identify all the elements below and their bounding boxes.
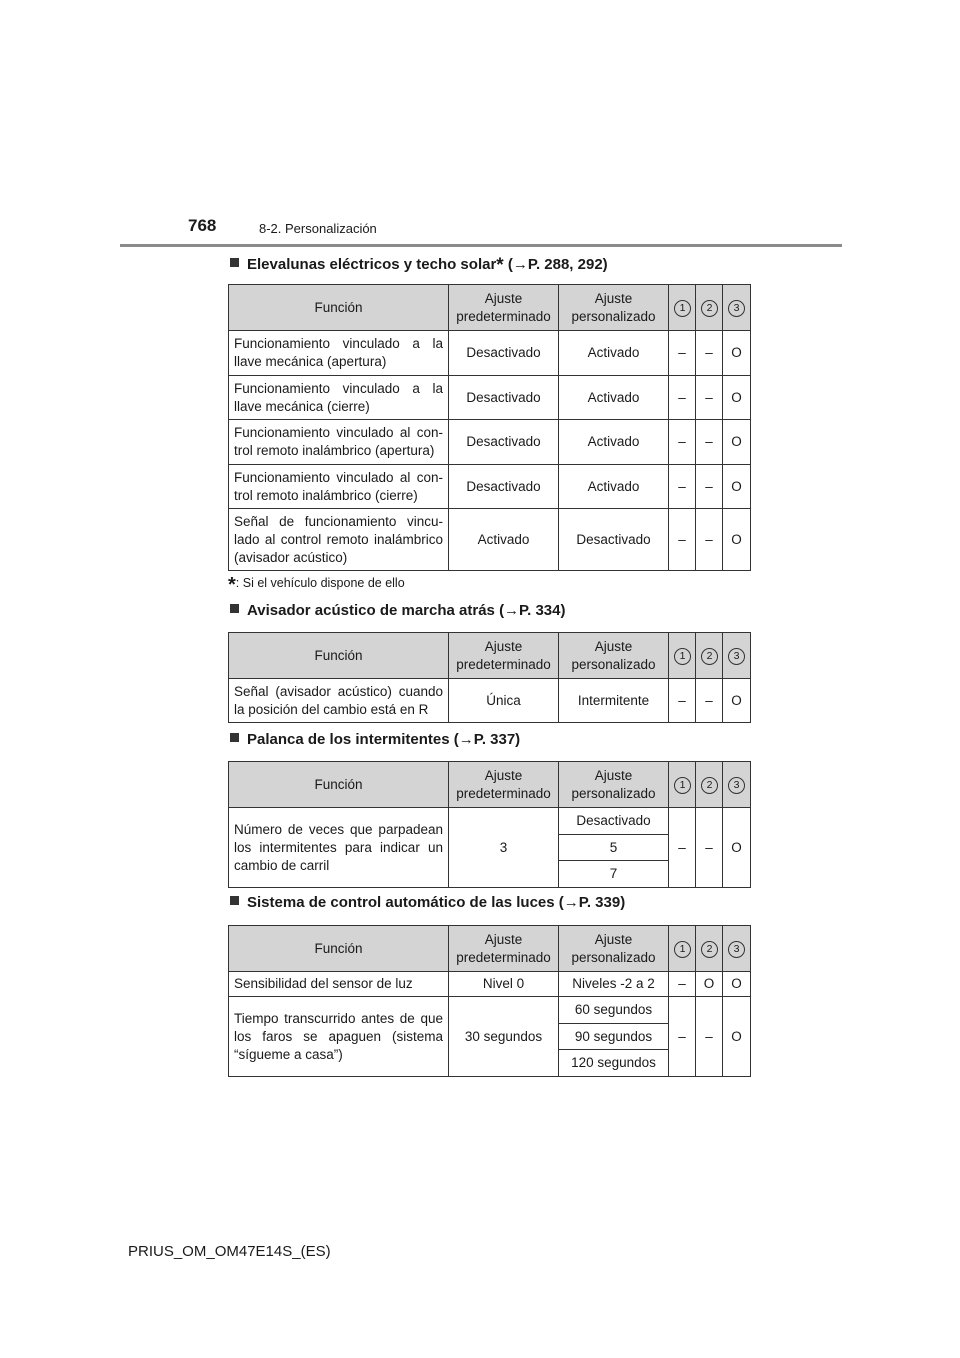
cell-default: 3 xyxy=(449,808,559,888)
cell-c1: – xyxy=(669,808,696,888)
col-3 xyxy=(723,926,751,972)
cell-c3: O xyxy=(723,972,751,997)
cell-default: Nivel 0 xyxy=(449,972,559,997)
cell-default: 30 segundos xyxy=(449,997,559,1077)
square-bullet-icon xyxy=(230,258,239,267)
col-custom: Ajuste personalizado xyxy=(559,762,669,808)
document-code-footer: PRIUS_OM_OM47E14S_(ES) xyxy=(128,1243,331,1260)
table-row xyxy=(229,420,751,465)
circled-1-icon: 1 xyxy=(674,648,691,665)
cell-custom: 7 xyxy=(559,861,669,888)
cell-c2: – xyxy=(696,376,723,420)
table-header-row xyxy=(229,762,751,808)
circled-1-icon: 1 xyxy=(674,941,691,958)
col-custom: Ajuste personalizado xyxy=(559,926,669,972)
cell-c1: – xyxy=(669,420,696,465)
cell-c1: – xyxy=(669,376,696,420)
cell-c3: O xyxy=(723,465,751,509)
table-row xyxy=(229,465,751,509)
circled-3-icon: 3 xyxy=(728,941,745,958)
cell-custom: Desactivado xyxy=(559,808,669,835)
circled-2-icon: 2 xyxy=(701,300,718,317)
cell-function: Funcionamiento vinculado al con-trol remoto inalámbrico (cierre) xyxy=(229,465,449,509)
circled-1-icon: 1 xyxy=(674,777,691,794)
cell-c1: – xyxy=(669,972,696,997)
reverse-buzzer-table xyxy=(228,632,751,723)
asterisk-icon: * xyxy=(496,255,504,276)
cell-custom: Niveles -2 a 2 xyxy=(559,972,669,997)
table-row xyxy=(229,376,751,420)
asterisk-icon: * xyxy=(228,574,236,596)
table-row xyxy=(229,997,751,1024)
cell-default: Desactivado xyxy=(449,331,559,376)
cell-c2: O xyxy=(696,972,723,997)
table-row xyxy=(229,972,751,997)
cell-default: Desactivado xyxy=(449,376,559,420)
cell-c2: – xyxy=(696,509,723,571)
cell-default: Desactivado xyxy=(449,465,559,509)
col-default: Ajuste predeterminado xyxy=(449,285,559,331)
page-reference: (→P. 334) xyxy=(499,602,566,619)
cell-c2: – xyxy=(696,465,723,509)
table-header-row xyxy=(229,285,751,331)
cell-custom: 60 segundos xyxy=(559,997,669,1024)
auto-light-table xyxy=(228,925,751,1077)
section-heading-reverse-buzzer xyxy=(230,602,566,619)
footnote xyxy=(228,574,405,597)
cell-custom: Intermitente xyxy=(559,679,669,723)
col-1 xyxy=(669,926,696,972)
section-heading-turn-signal-lever xyxy=(230,731,520,748)
cell-c2: – xyxy=(696,331,723,376)
cell-custom: 90 segundos xyxy=(559,1024,669,1050)
table-row xyxy=(229,331,751,376)
col-1 xyxy=(669,633,696,679)
cell-function: Funcionamiento vinculado al con-trol remoto inalámbrico (apertura) xyxy=(229,420,449,465)
cell-c1: – xyxy=(669,997,696,1077)
cell-c2: – xyxy=(696,420,723,465)
section-title: 8-2. Personalización xyxy=(259,221,377,236)
col-default: Ajuste predeterminado xyxy=(449,762,559,808)
col-2 xyxy=(696,285,723,331)
col-1 xyxy=(669,285,696,331)
cell-function: Tiempo transcurrido antes de que los faros se apaguen (sistema “sígueme a casa”) xyxy=(229,997,449,1077)
col-2 xyxy=(696,926,723,972)
cell-default: Activado xyxy=(449,509,559,571)
cell-custom: Activado xyxy=(559,420,669,465)
section-title-text: Elevalunas eléctricos y techo solar xyxy=(247,256,497,273)
page-reference: (→P. 339) xyxy=(558,894,626,911)
cell-custom: Activado xyxy=(559,376,669,420)
cell-c3: O xyxy=(723,808,751,888)
col-3 xyxy=(723,633,751,679)
power-windows-table xyxy=(228,284,751,571)
turn-signal-table xyxy=(228,761,751,888)
cell-default: Única xyxy=(449,679,559,723)
cell-custom: Desactivado xyxy=(559,509,669,571)
table-header-row xyxy=(229,633,751,679)
col-function: Función xyxy=(229,762,449,808)
circled-2-icon: 2 xyxy=(701,648,718,665)
cell-c2: – xyxy=(696,679,723,723)
col-function: Función xyxy=(229,285,449,331)
circled-1-icon: 1 xyxy=(674,300,691,317)
square-bullet-icon xyxy=(230,733,239,742)
footnote-text: : Si el vehículo dispone de ello xyxy=(235,576,405,590)
cell-c1: – xyxy=(669,465,696,509)
cell-c1: – xyxy=(669,509,696,571)
cell-default: Desactivado xyxy=(449,420,559,465)
cell-c3: O xyxy=(723,376,751,420)
cell-function: Número de veces que parpadean los intermitentes para indicar un cambio de carril xyxy=(229,808,449,888)
col-3 xyxy=(723,762,751,808)
cell-function: Funcionamiento vinculado a la llave mecánica (cierre) xyxy=(229,376,449,420)
col-default: Ajuste predeterminado xyxy=(449,926,559,972)
cell-function: Funcionamiento vinculado a la llave mecánica (apertura) xyxy=(229,331,449,376)
cell-function: Señal de funcionamiento vincu-lado al control remoto inalámbrico (avisador acústico) xyxy=(229,509,449,571)
page-number: 768 xyxy=(188,216,217,235)
cell-c3: O xyxy=(723,331,751,376)
section-title-text: Avisador acústico de marcha atrás xyxy=(247,602,495,619)
cell-custom: 120 segundos xyxy=(559,1050,669,1077)
col-function: Función xyxy=(229,633,449,679)
cell-c3: O xyxy=(723,997,751,1077)
square-bullet-icon xyxy=(230,604,239,613)
circled-3-icon: 3 xyxy=(728,777,745,794)
col-default: Ajuste predeterminado xyxy=(449,633,559,679)
col-2 xyxy=(696,762,723,808)
circled-2-icon: 2 xyxy=(701,941,718,958)
section-heading-power-windows xyxy=(230,255,608,276)
table-row xyxy=(229,509,751,571)
circled-3-icon: 3 xyxy=(728,648,745,665)
circled-3-icon: 3 xyxy=(728,300,745,317)
section-heading-auto-light-control xyxy=(230,894,625,911)
col-custom: Ajuste personalizado xyxy=(559,633,669,679)
cell-custom: Activado xyxy=(559,465,669,509)
col-2 xyxy=(696,633,723,679)
table-header-row xyxy=(229,926,751,972)
table-row xyxy=(229,808,751,835)
cell-c2: – xyxy=(696,997,723,1077)
square-bullet-icon xyxy=(230,896,239,905)
cell-function: Sensibilidad del sensor de luz xyxy=(229,972,449,997)
cell-function: Señal (avisador acústico) cuando la posición del cambio está en R xyxy=(229,679,449,723)
cell-c3: O xyxy=(723,679,751,723)
section-title-text: Sistema de control automático de las luces xyxy=(247,894,555,911)
cell-c1: – xyxy=(669,679,696,723)
cell-custom: 5 xyxy=(559,835,669,861)
cell-custom: Activado xyxy=(559,331,669,376)
header-divider xyxy=(120,244,842,247)
cell-c3: O xyxy=(723,420,751,465)
col-function: Función xyxy=(229,926,449,972)
col-1 xyxy=(669,762,696,808)
page-reference: (→P. 288, 292) xyxy=(507,256,608,273)
cell-c2: – xyxy=(696,808,723,888)
circled-2-icon: 2 xyxy=(701,777,718,794)
cell-c1: – xyxy=(669,331,696,376)
section-title-text: Palanca de los intermitentes xyxy=(247,731,450,748)
page-reference: (→P. 337) xyxy=(453,731,521,748)
table-row xyxy=(229,679,751,723)
col-3 xyxy=(723,285,751,331)
cell-c3: O xyxy=(723,509,751,571)
col-custom: Ajuste personalizado xyxy=(559,285,669,331)
